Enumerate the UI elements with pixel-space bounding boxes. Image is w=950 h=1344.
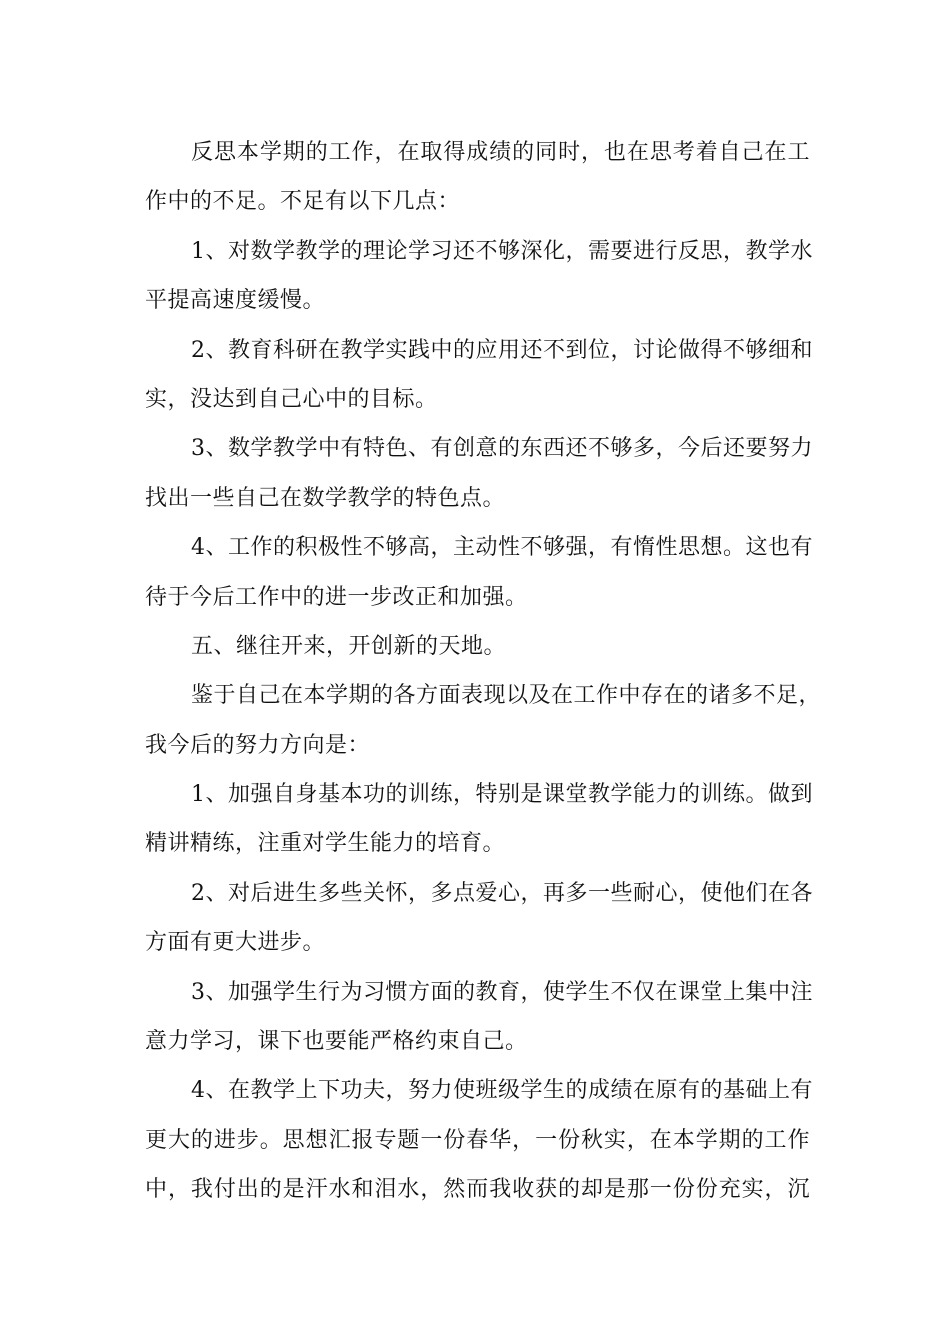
- shortcoming-1-line-2: 平提高速度缓慢。: [145, 288, 326, 314]
- paragraph-reflection-line-1: 反思本学期的工作，在取得成绩的同时，也在思考着自己在工: [191, 140, 810, 165]
- direction-4-line-2: 更大的进步。思想汇报专题一份春华，一份秋实，在本学期的工作: [145, 1127, 810, 1153]
- shortcoming-3-line-2: 找出一些自己在数学教学的特色点。: [145, 485, 506, 511]
- direction-1-line-2: 精讲精练，注重对学生能力的培育。: [145, 831, 506, 857]
- direction-3-line-1: 3、加强学生行为习惯方面的教育，使学生不仅在课堂上集中注: [191, 979, 813, 1005]
- shortcoming-4-line-2: 待于今后工作中的进一步改正和加强。: [145, 584, 528, 610]
- direction-2-line-2: 方面有更大进步。: [145, 930, 326, 956]
- direction-2-line-1: 2、对后进生多些关怀，多点爱心，再多一些耐心，使他们在各: [191, 880, 813, 906]
- direction-1-line-1: 1、加强自身基本功的训练，特别是课堂教学能力的训练。做到: [191, 782, 813, 808]
- direction-4-line-3: 中，我付出的是汗水和泪水，然而我收获的却是那一份份充实，沉: [145, 1177, 810, 1203]
- direction-4-line-1: 4、在教学上下功夫，努力使班级学生的成绩在原有的基础上有: [191, 1078, 813, 1104]
- direction-3-line-2: 意力学习，课下也要能严格约束自己。: [145, 1029, 528, 1055]
- shortcoming-4-line-1: 4、工作的积极性不够高，主动性不够强，有惰性思想。这也有: [191, 535, 813, 561]
- shortcoming-2-line-2: 实，没达到自己心中的目标。: [145, 386, 438, 412]
- shortcoming-2-line-1: 2、教育科研在教学实践中的应用还不到位，讨论做得不够细和: [191, 337, 813, 363]
- paragraph-plan-line-2: 我今后的努力方向是：: [145, 732, 371, 758]
- shortcoming-1-line-1: 1、对数学教学的理论学习还不够深化，需要进行反思，教学水: [191, 238, 813, 264]
- section-heading-five: 五、继往开来，开创新的天地。: [191, 633, 507, 659]
- paragraph-plan-line-1: 鉴于自己在本学期的各方面表现以及在工作中存在的诸多不足，: [191, 683, 822, 709]
- document-body: [145, 128, 822, 1215]
- paragraph-reflection-line-2: 作中的不足。不足有以下几点：: [145, 189, 461, 215]
- shortcoming-3-line-1: 3、数学教学中有特色、有创意的东西还不够多，今后还要努力: [191, 436, 813, 462]
